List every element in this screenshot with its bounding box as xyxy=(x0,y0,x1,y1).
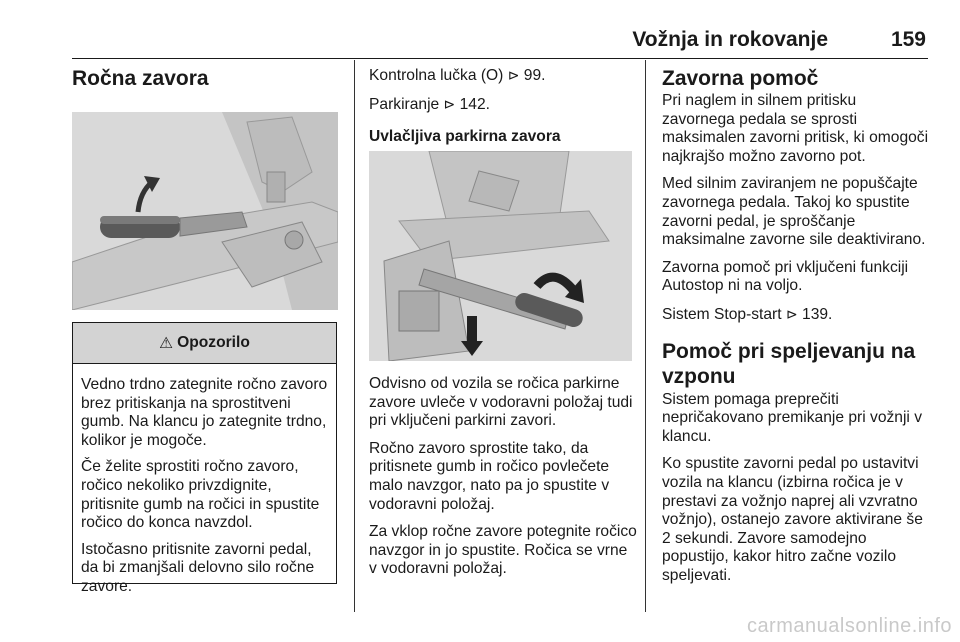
column-divider-2 xyxy=(645,60,646,612)
warning-paragraph: Vedno trdno zategnite ročno zavoro brez pritiskanja na sprostitveni gumb. Na klancu jo zategnite trdno, kolikor je mogoče. xyxy=(81,376,328,449)
body-paragraph: Sistem pomaga preprečiti nepričakovano premikanje pri vožnji v klancu. xyxy=(662,390,923,445)
warning-box xyxy=(72,322,337,595)
section-title-handbrake: Ročna zavora xyxy=(72,67,209,90)
left-column xyxy=(72,66,340,92)
reference-arrow-icon: ⊳ xyxy=(507,67,520,83)
middle-column-text xyxy=(369,375,637,588)
parking-line: Parkiranje ⊳ 142. xyxy=(369,95,490,113)
reference-arrow-icon: ⊳ xyxy=(443,95,456,112)
middle-column xyxy=(369,66,634,161)
subheading-retractable-brake: Uvlačljiva parkirna zavora xyxy=(369,128,561,146)
warning-title: Opozorilo xyxy=(177,334,250,351)
running-title: Vožnja in rokovanje xyxy=(632,28,828,51)
warning-paragraph: Če želite sprostiti ročno zavoro, ročico nekoliko privzdignite, pritisnite gumb na ročici in spustite ročico do konca navzdol. xyxy=(81,458,320,532)
body-paragraph: Za vklop ročne zavore potegnite ročico navzgor in jo spustite. Ročica se vrne v vodoravni položaj. xyxy=(369,523,637,578)
stop-start-line: Sistem Stop-start ⊳ 139. xyxy=(662,305,833,323)
warning-header xyxy=(73,323,336,364)
body-paragraph: Ročno zavoro sprostite tako, da pritisnete gumb in ročico povlečete malo navzgor, nato pa jo spustite v vodoravni položaj. xyxy=(369,439,610,513)
warning-icon: ⚠ xyxy=(159,334,174,352)
warning-paragraph: Istočasno pritisnite zavorni pedal, da bi zmanjšali delovno silo ročne zavore. xyxy=(81,540,315,595)
section-title-hill-start-assist: Pomoč pri speljevanju na vzponu xyxy=(662,339,916,388)
brake-warning-lamp-icon: (O) xyxy=(480,67,504,84)
handbrake-illustration xyxy=(72,112,338,310)
warning-body xyxy=(73,364,336,597)
reference-arrow-icon: ⊳ xyxy=(785,305,798,322)
column-divider-1 xyxy=(354,60,355,612)
body-paragraph: Odvisno od vozila se ročica parkirne zavore uvleče v vodoravni položaj tudi pri vključeni parkirni zavori. xyxy=(369,375,633,430)
section-title-brake-assist: Zavorna pomoč xyxy=(662,67,819,90)
page-header xyxy=(72,22,928,59)
watermark: carmanualsonline.info xyxy=(746,615,952,637)
body-paragraph: Zavorna pomoč pri vključeni funkciji Autostop ni na voljo. xyxy=(662,258,909,295)
indicator-line: Kontrolna lučka (O) ⊳ 99. xyxy=(369,67,546,84)
retractable-brake-illustration xyxy=(369,151,632,361)
page-number: 159 xyxy=(890,28,926,51)
body-paragraph: Ko spustite zavorni pedal po ustavitvi vozila na klancu (izbirna ročica je v prestavi za vožnjo naprej ali vzvratno vožnjo), ostanejo zavore aktivirane še 2 sekundi. Zavore samodejno popustijo, kakor hitro začne vozilo speljevati. xyxy=(662,455,923,584)
body-paragraph: Med silnim zaviranjem ne popuščajte zavornega pedala. Takoj ko spustite zavorni pedal, je sproščanje maksimalne zavorne sile deaktivirano. xyxy=(662,175,926,249)
body-paragraph: Pri naglem in silnem pritisku zavornega pedala se sprosti maksimalen zavorni pritisk, ki omogoči najkrajšo možno zavorno pot. xyxy=(662,92,929,165)
right-column xyxy=(662,66,930,594)
